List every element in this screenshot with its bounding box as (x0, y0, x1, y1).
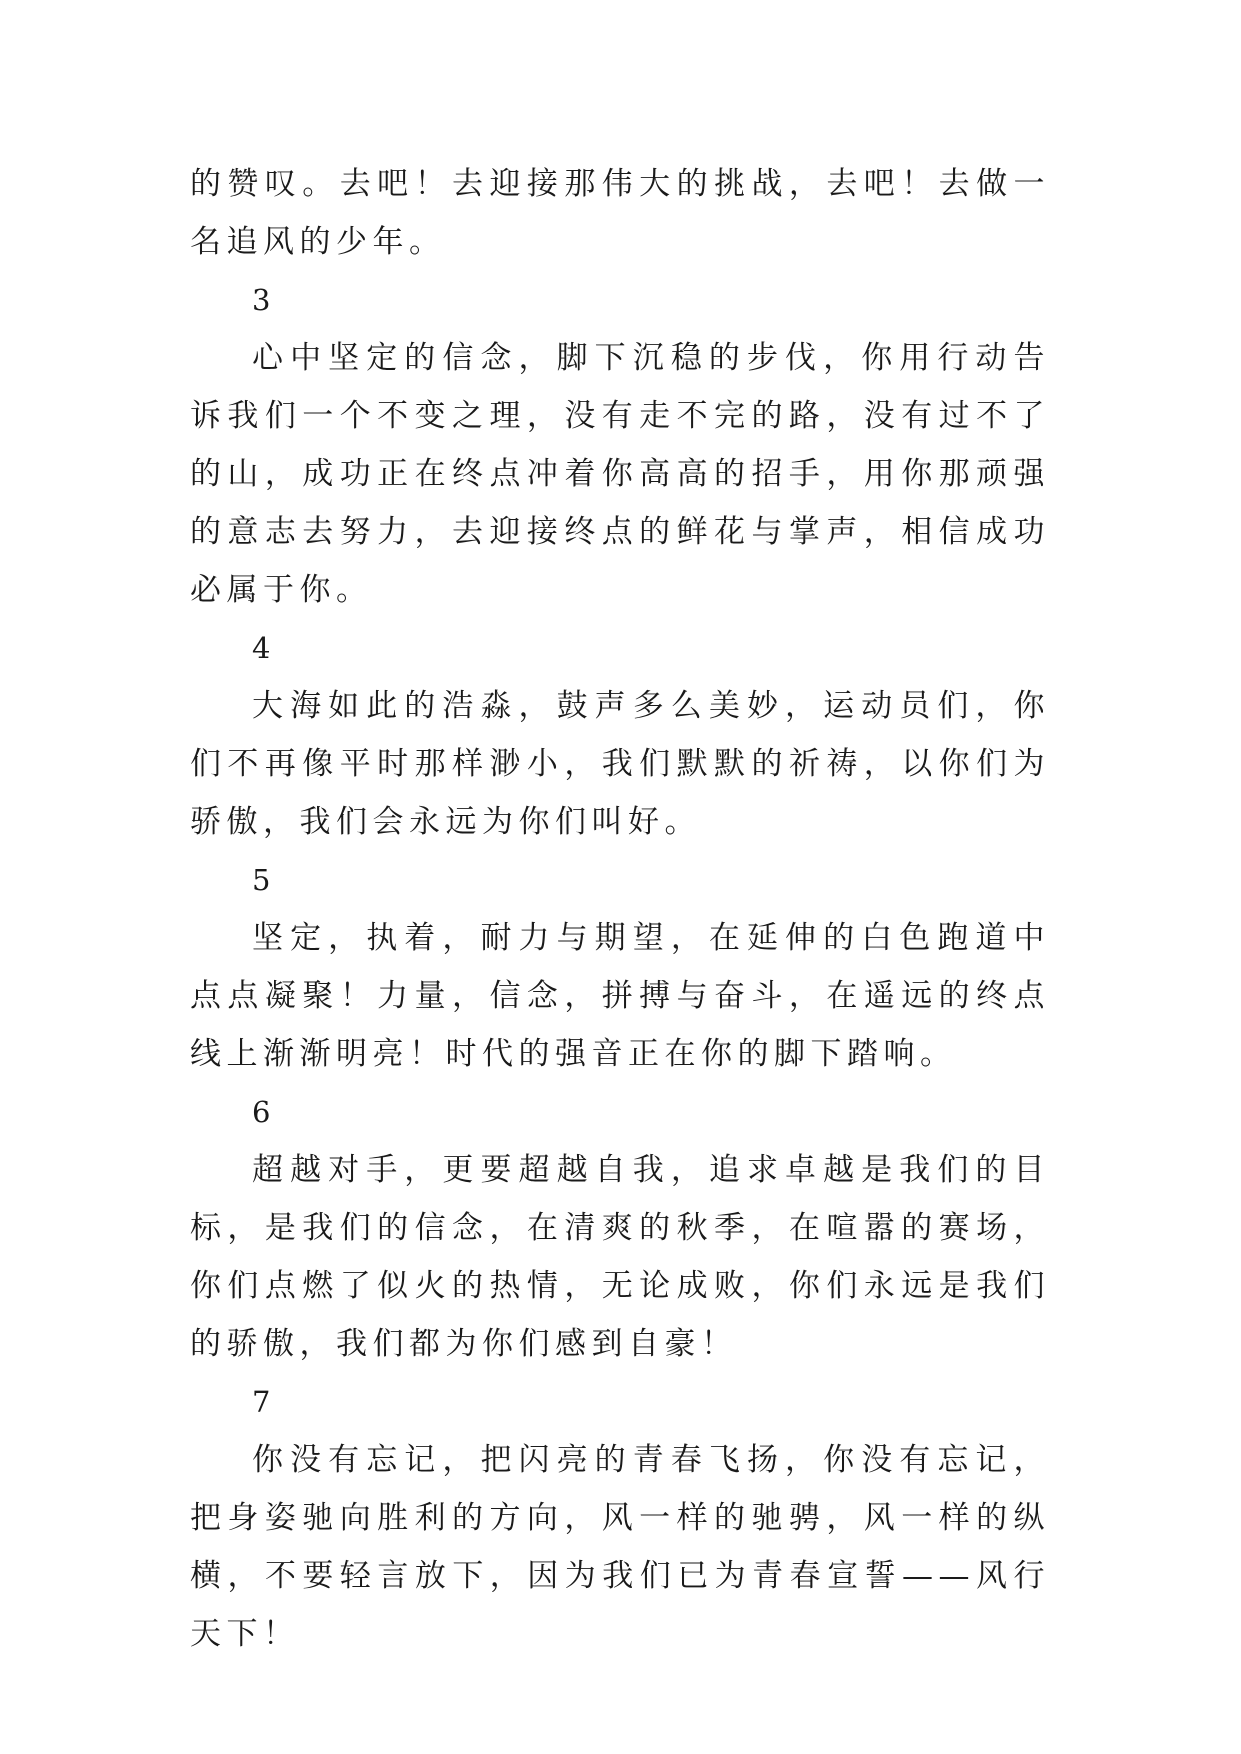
section-number: 6 (252, 1095, 271, 1129)
section-paragraph: 心中坚定的信念，脚下沉稳的步伐，你用行动告诉我们一个不变之理，没有走不完的路，没有过不了的山，成功正在终点冲着你高高的招手，用你那顽强的意志去努力，去迎接终点的鲜花与掌声，相信成功必属于你。 (190, 340, 1050, 608)
section-paragraph: 你没有忘记，把闪亮的青春飞扬，你没有忘记，把身姿驰向胜利的方向，风一样的驰骋，风一样的纵横，不要轻言放下，因为我们已为青春宣誓——风行天下！ (190, 1442, 1050, 1652)
section-number: 5 (252, 863, 271, 897)
section-4 (190, 619, 1050, 851)
section-paragraph: 大海如此的浩淼，鼓声多么美妙，运动员们，你们不再像平时那样渺小，我们默默的祈祷，以你们为骄傲，我们会永远为你们叫好。 (190, 688, 1050, 840)
section-number: 7 (252, 1385, 271, 1419)
document-page (190, 155, 1050, 1663)
section-number: 4 (252, 631, 271, 665)
continuation-paragraph: 的赞叹。去吧！去迎接那伟大的挑战，去吧！去做一名追风的少年。 (190, 166, 1050, 260)
section-3 (190, 271, 1050, 619)
section-6 (190, 1083, 1050, 1373)
section-number: 3 (252, 283, 271, 317)
section-5 (190, 851, 1050, 1083)
section-7 (190, 1373, 1050, 1663)
section-paragraph: 超越对手，更要超越自我，追求卓越是我们的目标，是我们的信念，在清爽的秋季，在喧嚣的赛场，你们点燃了似火的热情，无论成败，你们永远是我们的骄傲，我们都为你们感到自豪！ (190, 1152, 1050, 1362)
section-paragraph: 坚定，执着，耐力与期望，在延伸的白色跑道中点点凝聚！力量，信念，拼搏与奋斗，在遥远的终点线上渐渐明亮！时代的强音正在你的脚下踏响。 (190, 920, 1050, 1072)
